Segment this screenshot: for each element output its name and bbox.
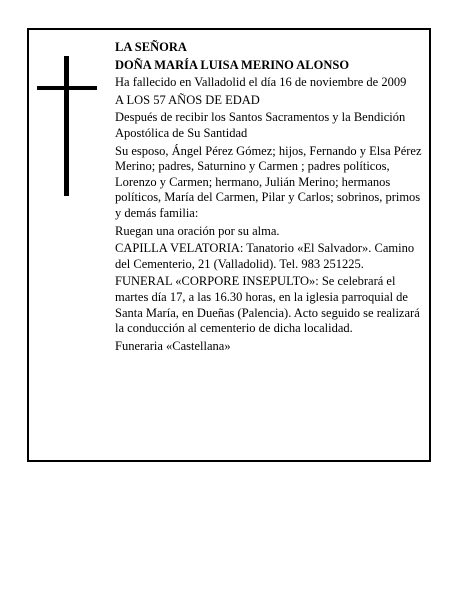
death-statement: Ha fallecido en Valladolid el día 16 de noviembre de 2009: [115, 75, 407, 90]
cross-vertical-bar: [64, 56, 69, 196]
funeral-home: Funeraria «Castellana»: [115, 338, 231, 353]
chapel-info: CAPILLA VELATORIA: Tanatorio «El Salvador». Camino del Cementerio, 21 (Valladolid). Tel. 983 251225.: [115, 241, 415, 271]
age-statement: A LOS 57 AÑOS DE EDAD: [115, 92, 260, 107]
latin-cross-icon: [37, 56, 97, 196]
sacraments-statement: Después de recibir los Santos Sacramentos y la Bendición Apostólica de Su Santidad: [115, 110, 406, 140]
notice-heading: LA SEÑORA: [115, 40, 187, 54]
deceased-name: DOÑA MARÍA LUISA MERINO ALONSO: [115, 57, 350, 72]
cross-horizontal-bar: [37, 86, 97, 90]
family-list: Su esposo, Ángel Pérez Gómez; hijos, Fernando y Elsa Pérez Merino; padres, Saturnino y Carmen ; padres políticos, Lorenzo y Carmen; hermano, Julián Merino; hermanos políticos, María del Carmen, Pilar y Carlos; sobrinos, primos y demás familia:: [115, 143, 422, 220]
prayer-request: Ruegan una oración por su alma.: [115, 223, 280, 238]
funeral-info: FUNERAL «CORPORE INSEPULTO»: Se celebrará el martes día 17, a las 16.30 horas, en la iglesia parroquial de Santa María, en Dueñas (Palencia). Acto seguido se realizará la conducción al cementerio de dicha localidad.: [115, 274, 420, 336]
obituary-text: [115, 40, 427, 356]
